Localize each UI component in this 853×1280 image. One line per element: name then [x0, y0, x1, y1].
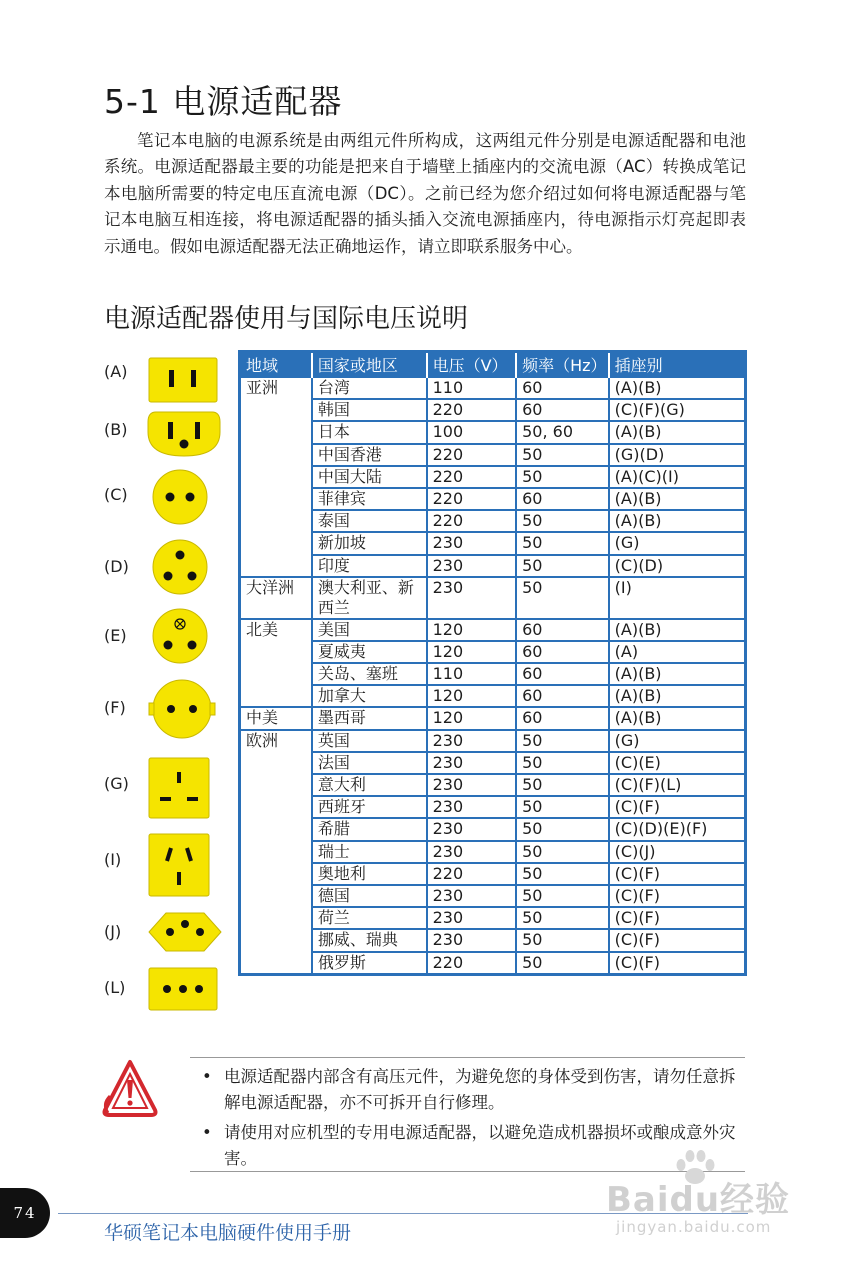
col-header-country: 国家或地区 [312, 352, 427, 378]
voltage-cell: 230 [427, 907, 517, 929]
table-row [240, 952, 746, 975]
socket-cell: (A)(B) [609, 663, 746, 685]
col-header-region: 地域 [240, 352, 312, 378]
plug-type-e-icon [148, 610, 210, 662]
frequency-cell: 60 [516, 488, 609, 510]
table-row [240, 532, 746, 554]
voltage-cell: 120 [427, 685, 517, 707]
socket-cell: (C)(E) [609, 752, 746, 774]
socket-cell: (G) [609, 532, 746, 554]
voltage-cell: 120 [427, 641, 517, 663]
col-header-voltage: 电压（V） [427, 352, 517, 378]
socket-cell: (G)(D) [609, 444, 746, 466]
country-cell: 澳大利亚、新西兰 [312, 577, 427, 619]
region-cell: 北美 [240, 619, 312, 708]
country-cell: 挪威、瑞典 [312, 929, 427, 951]
table-header-row [240, 352, 746, 378]
frequency-cell: 50 [516, 818, 609, 840]
table-row [240, 421, 746, 443]
country-cell: 加拿大 [312, 685, 427, 707]
voltage-cell: 230 [427, 774, 517, 796]
voltage-table [238, 350, 747, 976]
frequency-cell: 50 [516, 752, 609, 774]
table-row [240, 929, 746, 951]
warning-item [198, 1064, 746, 1116]
frequency-cell: 50 [516, 730, 609, 752]
socket-cell: (C)(F) [609, 907, 746, 929]
plug-label: (L) [104, 978, 126, 997]
voltage-cell: 120 [427, 707, 517, 729]
table-row [240, 444, 746, 466]
socket-cell: (C)(F)(G) [609, 399, 746, 421]
socket-cell: (A)(B) [609, 488, 746, 510]
table-row [240, 863, 746, 885]
table-row [240, 466, 746, 488]
voltage-cell: 230 [427, 752, 517, 774]
socket-cell: (I) [609, 577, 746, 619]
frequency-cell: 50 [516, 555, 609, 577]
footer-title: 华硕笔记本电脑硬件使用手册 [104, 1222, 352, 1244]
socket-cell: (A)(B) [609, 421, 746, 443]
socket-cell: (A)(B) [609, 707, 746, 729]
plug-type-b-icon [148, 410, 220, 458]
table-row [240, 841, 746, 863]
voltage-cell: 230 [427, 577, 517, 619]
plug-type-a-icon [148, 358, 218, 402]
socket-cell: (C)(F)(L) [609, 774, 746, 796]
baidu-watermark [606, 1152, 806, 1244]
table-row [240, 796, 746, 818]
plug-type-d-icon [148, 541, 210, 593]
region-cell: 欧洲 [240, 730, 312, 975]
plug-type-j-icon [148, 912, 222, 952]
table-row [240, 752, 746, 774]
voltage-cell: 110 [427, 377, 517, 399]
table-row [240, 510, 746, 532]
country-cell: 奥地利 [312, 863, 427, 885]
table-row [240, 399, 746, 421]
voltage-cell: 220 [427, 952, 517, 975]
country-cell: 墨西哥 [312, 707, 427, 729]
plug-label: (I) [104, 850, 122, 869]
table-row [240, 685, 746, 707]
table-row [240, 377, 746, 399]
plug-label: (D) [104, 557, 129, 576]
frequency-cell: 60 [516, 641, 609, 663]
warning-triangle-icon [100, 1058, 160, 1120]
country-cell: 法国 [312, 752, 427, 774]
country-cell: 美国 [312, 619, 427, 641]
table-body [240, 377, 746, 974]
frequency-cell: 50 [516, 885, 609, 907]
socket-cell: (G) [609, 730, 746, 752]
country-cell: 俄罗斯 [312, 952, 427, 975]
frequency-cell: 50, 60 [516, 421, 609, 443]
plug-label: (B) [104, 420, 128, 439]
country-cell: 英国 [312, 730, 427, 752]
frequency-cell: 50 [516, 863, 609, 885]
plug-type-l-icon [148, 968, 218, 1010]
country-cell: 荷兰 [312, 907, 427, 929]
voltage-cell: 230 [427, 885, 517, 907]
table-row [240, 663, 746, 685]
bullet: • [202, 1123, 212, 1142]
socket-cell: (C)(D) [609, 555, 746, 577]
country-cell: 希腊 [312, 818, 427, 840]
country-cell: 中国香港 [312, 444, 427, 466]
country-cell: 夏威夷 [312, 641, 427, 663]
frequency-cell: 50 [516, 510, 609, 532]
socket-cell: (C)(F) [609, 885, 746, 907]
frequency-cell: 60 [516, 377, 609, 399]
table-row [240, 885, 746, 907]
table-row [240, 488, 746, 510]
country-cell: 瑞士 [312, 841, 427, 863]
voltage-cell: 220 [427, 863, 517, 885]
region-cell: 中美 [240, 707, 312, 729]
socket-cell: (C)(F) [609, 863, 746, 885]
col-header-frequency: 频率（Hz） [516, 352, 609, 378]
table-row [240, 641, 746, 663]
voltage-cell: 220 [427, 510, 517, 532]
frequency-cell: 60 [516, 399, 609, 421]
country-cell: 德国 [312, 885, 427, 907]
voltage-cell: 100 [427, 421, 517, 443]
voltage-cell: 220 [427, 399, 517, 421]
frequency-cell: 50 [516, 774, 609, 796]
country-cell: 印度 [312, 555, 427, 577]
voltage-cell: 220 [427, 444, 517, 466]
frequency-cell: 60 [516, 663, 609, 685]
socket-cell: (C)(F) [609, 929, 746, 951]
country-cell: 台湾 [312, 377, 427, 399]
frequency-cell: 50 [516, 444, 609, 466]
frequency-cell: 50 [516, 907, 609, 929]
table-row [240, 555, 746, 577]
voltage-cell: 230 [427, 532, 517, 554]
frequency-cell: 50 [516, 466, 609, 488]
voltage-cell: 230 [427, 796, 517, 818]
voltage-cell: 230 [427, 841, 517, 863]
page-title: 5-1 电源适配器 [104, 82, 343, 121]
frequency-cell: 50 [516, 532, 609, 554]
country-cell: 泰国 [312, 510, 427, 532]
socket-cell: (C)(J) [609, 841, 746, 863]
country-cell: 菲律宾 [312, 488, 427, 510]
voltage-cell: 230 [427, 818, 517, 840]
socket-cell: (A)(C)(I) [609, 466, 746, 488]
bullet: • [202, 1067, 212, 1086]
country-cell: 日本 [312, 421, 427, 443]
frequency-cell: 60 [516, 685, 609, 707]
region-cell: 亚洲 [240, 377, 312, 577]
col-header-socket: 插座别 [609, 352, 746, 378]
table-row [240, 707, 746, 729]
country-cell: 新加坡 [312, 532, 427, 554]
plug-label: (E) [104, 626, 127, 645]
voltage-cell: 120 [427, 619, 517, 641]
country-cell: 韩国 [312, 399, 427, 421]
socket-cell: (A)(B) [609, 619, 746, 641]
socket-cell: (A) [609, 641, 746, 663]
frequency-cell: 50 [516, 796, 609, 818]
socket-cell: (A)(B) [609, 510, 746, 532]
frequency-cell: 50 [516, 577, 609, 619]
warning-divider-top [190, 1057, 745, 1058]
frequency-cell: 60 [516, 707, 609, 729]
plug-label: (C) [104, 485, 128, 504]
country-cell: 西班牙 [312, 796, 427, 818]
table-row [240, 730, 746, 752]
region-cell: 大洋洲 [240, 577, 312, 619]
section-subtitle: 电源适配器使用与国际电压说明 [104, 304, 469, 334]
socket-cell: (A)(B) [609, 685, 746, 707]
socket-cell: (C)(F) [609, 952, 746, 975]
socket-cell: (C)(D)(E)(F) [609, 818, 746, 840]
socket-cell: (C)(F) [609, 796, 746, 818]
frequency-cell: 50 [516, 929, 609, 951]
plug-type-f-icon [148, 680, 216, 738]
warning-text: 请使用对应机型的专用电源适配器，以避免造成机器损坏或酿成意外灾害。 [224, 1123, 736, 1168]
voltage-cell: 230 [427, 555, 517, 577]
watermark-url: jingyan.baidu.com [616, 1218, 772, 1236]
plug-label: (J) [104, 922, 122, 941]
voltage-cell: 230 [427, 929, 517, 951]
table-row [240, 774, 746, 796]
table-row [240, 818, 746, 840]
table-row [240, 907, 746, 929]
table-row [240, 619, 746, 641]
frequency-cell: 50 [516, 841, 609, 863]
intro-paragraph: 笔记本电脑的电源系统是由两组元件所构成，这两组元件分别是电源适配器和电池系统。电源适配器最主要的功能是把来自于墙壁上插座内的交流电源（AC）转换成笔记本电脑所需要的特定电压直流电源（DC）。之前已经为您介绍过如何将电源适配器与笔记本电脑互相连接，将电源适配器的插头插入交流电源插座内，待电源指示灯亮起即表示通电。假如电源适配器无法正确地运作，请立即联系服务中心。 [104, 131, 746, 256]
plug-type-g-icon [148, 758, 210, 818]
socket-cell: (A)(B) [609, 377, 746, 399]
page-number: 74 [0, 1188, 50, 1238]
watermark-brand: Baidu经验 [606, 1180, 791, 1220]
frequency-cell: 50 [516, 952, 609, 975]
plug-label: (F) [104, 698, 126, 717]
country-cell: 关岛、塞班 [312, 663, 427, 685]
frequency-cell: 60 [516, 619, 609, 641]
plug-label: (G) [104, 774, 129, 793]
plug-type-i-icon [148, 834, 210, 896]
voltage-cell: 110 [427, 663, 517, 685]
voltage-cell: 220 [427, 466, 517, 488]
country-cell: 意大利 [312, 774, 427, 796]
plug-type-c-icon [148, 471, 210, 523]
warning-text: 电源适配器内部含有高压元件，为避免您的身体受到伤害，请勿任意拆解电源适配器，亦不可拆开自行修理。 [224, 1067, 736, 1112]
voltage-cell: 230 [427, 730, 517, 752]
voltage-cell: 220 [427, 488, 517, 510]
plug-label: (A) [104, 362, 128, 381]
table-row [240, 577, 746, 619]
country-cell: 中国大陆 [312, 466, 427, 488]
